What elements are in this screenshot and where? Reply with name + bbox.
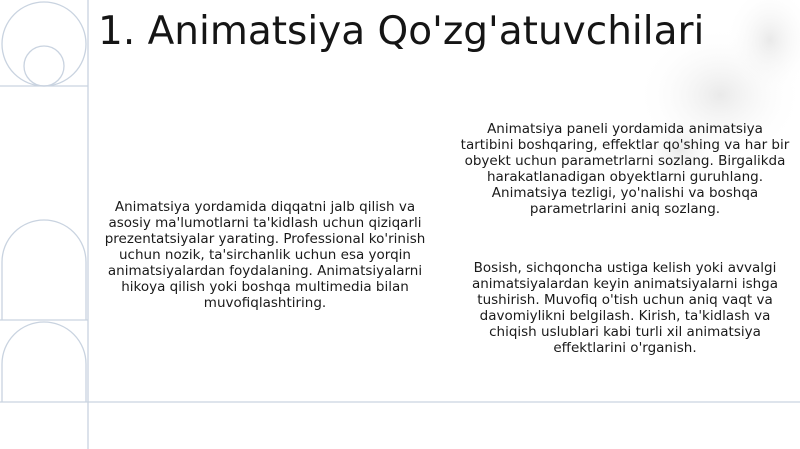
lower-arch-outline bbox=[2, 322, 86, 402]
upper-arch-outline bbox=[2, 220, 86, 320]
right-paragraph-bottom: Bosish, sichqoncha ustiga kelish yoki avvalgi animatsiyalardan keyin animatsiyalarni ishga tushirish. Muvofiq o'tish uchun aniq vaqt va davomiylikni belgilash. Kirish, ta'kidlash va chiqish uslublari kabi turli xil animatsiya effektlarini o'rganish. bbox=[471, 260, 779, 356]
right-paragraph-top: Animatsiya paneli yordamida animatsiya tartibini boshqaring, effektlar qo'shing va har bir obyekt uchun parametrlarni sozlang. Birgalikda harakatlanadigan obyektlarni guruhlang. Animatsiya tezligi, yo'nalishi va boshqa parametrlarini aniq sozlang. bbox=[460, 121, 790, 217]
small-circle-outline bbox=[24, 46, 64, 86]
left-paragraph: Animatsiya yordamida diqqatni jalb qilish va asosiy ma'lumotlarni ta'kidlash uchun qiziqarli prezentatsiyalar yarating. Professional ko'rinish uchun nozik, ta'sirchanlik uchun esa yorqin animatsiyalardan foydalaning. Animatsiyalarni hikoya qilish yoki boshqa multimedia bilan muvofiqlashtiring. bbox=[104, 199, 426, 311]
large-circle-outline bbox=[2, 2, 86, 86]
slide-title: 1. Animatsiya Qo'zg'atuvchilari bbox=[98, 9, 705, 54]
